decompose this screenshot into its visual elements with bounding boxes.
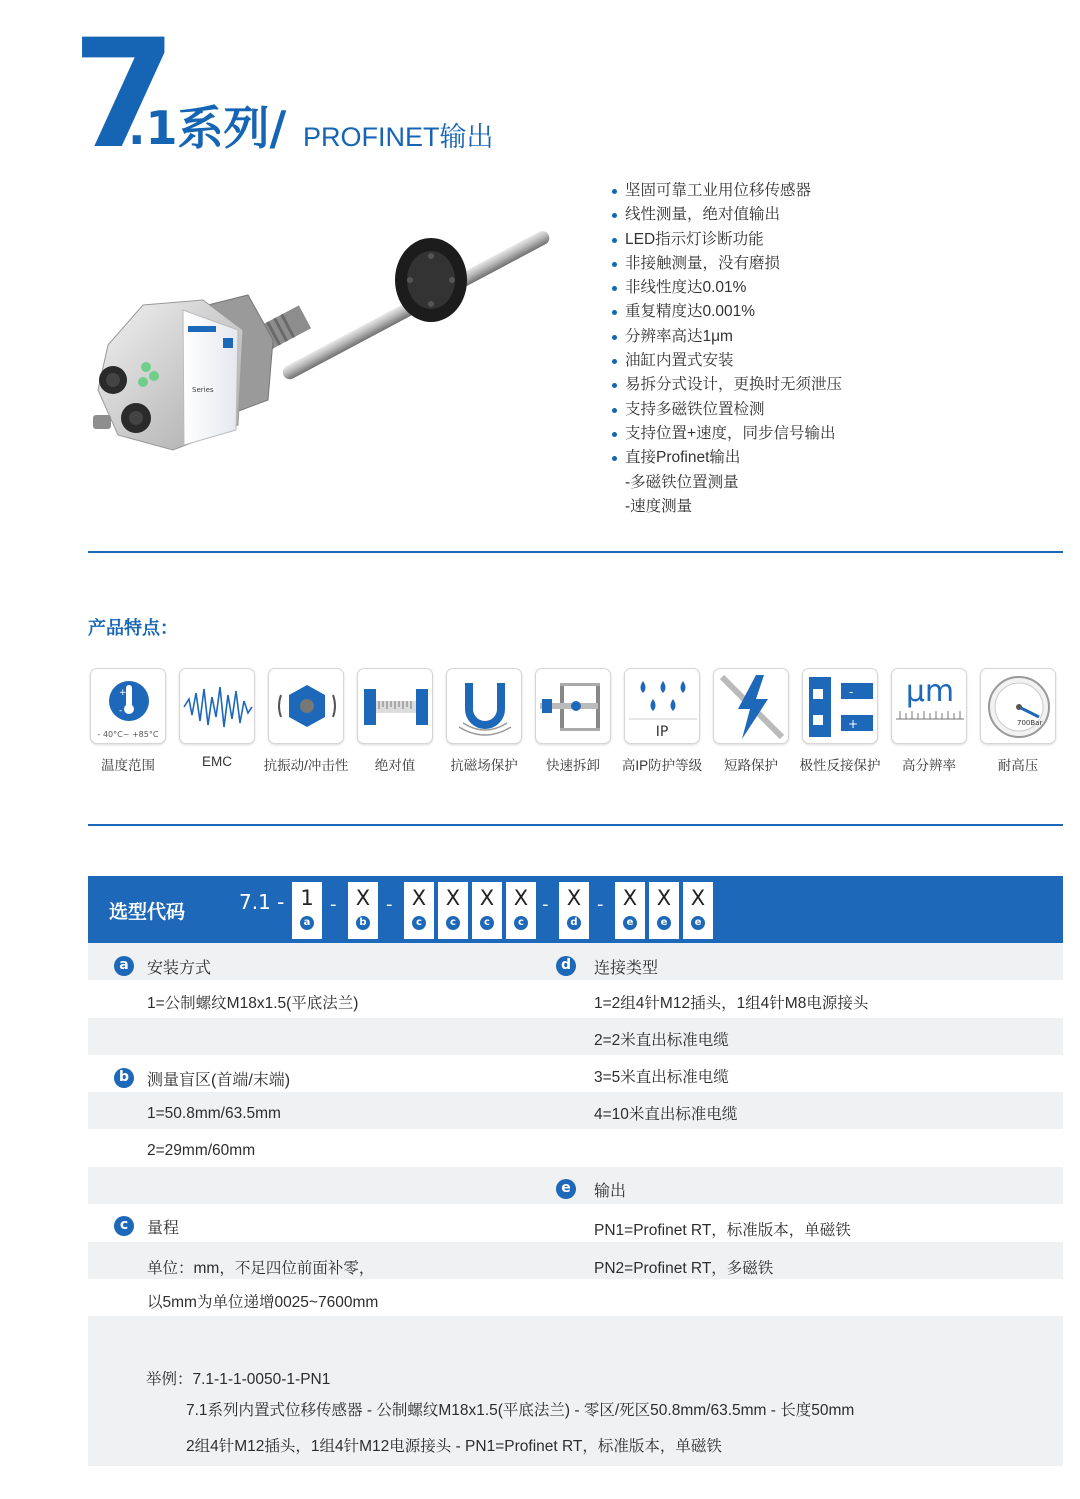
option-row — [88, 1018, 1063, 1055]
absolute-scale-icon — [357, 668, 433, 744]
option-row — [88, 943, 1063, 980]
feature-ip-protection — [622, 668, 702, 774]
characteristics-title: 产品特点： — [88, 618, 178, 639]
feature-label: 抗磁场保护 — [450, 758, 518, 773]
magnet-icon — [446, 668, 522, 744]
feature-list — [610, 179, 842, 519]
svg-text:+: + — [848, 717, 859, 731]
thermometer-icon: + - - 40°C~ +85°C — [90, 668, 166, 744]
option-value: 以5mm为单位递增0025~7600mm — [147, 1294, 379, 1311]
svg-text:+: + — [119, 688, 127, 698]
option-value: 2=2米直出标准电缆 — [594, 1032, 729, 1049]
divider — [88, 551, 1063, 553]
option-tag-d: d — [556, 956, 576, 976]
option-tag-a: a — [114, 956, 134, 976]
option-value: 3=5米直出标准电缆 — [594, 1069, 729, 1086]
polarity-icon — [802, 668, 878, 744]
option-value: 1=2组4针M12插头，1组4针M8电源接头 — [594, 995, 869, 1012]
example-line: 7.1系列内置式位移传感器 - 公制螺纹M18x1.5(平底法兰) - 零区/死区50.8mm/63.5mm - 长度50mm — [186, 1402, 855, 1419]
characteristics-icons — [88, 668, 1063, 778]
code-prefix: 7.1 - — [239, 890, 285, 914]
micrometer-icon — [891, 668, 967, 744]
option-value: PN1=Profinet RT，标准版本，单磁铁 — [594, 1222, 851, 1239]
code-slot: X c — [506, 882, 536, 939]
option-tag-b: b — [114, 1068, 134, 1088]
feature-item: 非接触测量，没有磨损 — [610, 252, 842, 276]
feature-item: LED指示灯诊断功能 — [610, 228, 842, 252]
feature-label: 快速拆卸 — [546, 758, 600, 773]
feature-item: 易拆分式设计，更换时无须泄压 — [610, 373, 842, 397]
option-value: 2=29mm/60mm — [147, 1142, 256, 1159]
example-label: 举例：7.1-1-1-0050-1-PN1 — [146, 1371, 331, 1388]
feature-label: 高分辨率 — [902, 758, 956, 773]
example-line: 2组4针M12插头，1组4针M12电源接头 - PN1=Profinet RT，标准版本，单磁铁 — [186, 1438, 722, 1455]
code-slot: X c — [472, 882, 502, 939]
short-circuit-icon — [713, 668, 789, 744]
option-title-a: 安装方式 — [147, 960, 212, 977]
code-slot: X e — [649, 882, 679, 939]
option-value: 单位：mm，不足四位前面补零， — [147, 1260, 375, 1277]
feature-item: 分辨率高达1μm — [610, 325, 842, 349]
code-slot: X c — [404, 882, 434, 939]
feature-label: 耐高压 — [997, 758, 1039, 773]
code-slot: X d — [559, 882, 589, 939]
option-value: PN2=Profinet RT，多磁铁 — [594, 1260, 774, 1277]
feature-short-circuit — [711, 668, 791, 774]
option-title-b: 测量盲区(首端/末端) — [147, 1072, 291, 1089]
option-tag-c: c — [114, 1216, 134, 1236]
option-value: 1=公制螺纹M18x1.5(平底法兰) — [147, 995, 359, 1012]
vibration-icon — [268, 668, 344, 744]
feature-absolute — [355, 668, 435, 774]
product-image — [88, 200, 588, 500]
option-row — [88, 1316, 1063, 1354]
emc-wave-icon — [179, 668, 255, 744]
feature-item: 支持位置+速度，同步信号输出 — [610, 422, 842, 446]
code-slot: X c — [438, 882, 468, 939]
series-number: 7 — [72, 8, 171, 182]
option-value: 1=50.8mm/63.5mm — [147, 1105, 281, 1122]
divider — [88, 824, 1063, 826]
feature-item: 油缸内置式安装 — [610, 349, 842, 373]
option-value: 4=10米直出标准电缆 — [594, 1106, 738, 1123]
pressure-gauge-icon — [980, 668, 1056, 744]
feature-item: 非线性度达0.01% — [610, 276, 842, 300]
feature-item: 坚固可靠工业用位移传感器 — [610, 179, 842, 203]
feature-resolution — [889, 668, 969, 774]
flange-shape — [395, 238, 467, 322]
svg-text:-: - — [849, 685, 854, 699]
svg-text:μm: μm — [905, 674, 955, 709]
feature-vibration — [263, 668, 349, 774]
feature-label: 绝对值 — [374, 758, 416, 773]
feature-emc — [177, 668, 257, 769]
svg-text:-: - — [119, 706, 123, 716]
selection-code-bar: 选型代码 7.1 - 1 a - X b - X c X c X c X c - X d - X e X e X e — [88, 876, 1063, 943]
feature-label: 极性反接保护 — [799, 758, 881, 773]
quick-disassembly-icon — [535, 668, 611, 744]
feature-item: 重复精度达0.001% — [610, 300, 842, 324]
feature-item: 支持多磁铁位置检测 — [610, 398, 842, 422]
feature-item: 线性测量，绝对值输出 — [610, 203, 842, 227]
selection-code-title: 选型代码 — [109, 901, 186, 923]
feature-polarity — [800, 668, 880, 774]
feature-label: 高IP防护等级 — [621, 758, 703, 773]
feature-label: 温度范围 — [101, 758, 155, 773]
feature-item: 直接Profinet输出 — [610, 446, 842, 470]
feature-magnetic — [444, 668, 524, 774]
feature-label: 短路保护 — [724, 758, 778, 773]
example-box — [88, 1354, 1063, 1466]
code-slot: X e — [683, 882, 713, 939]
option-title-e: 输出 — [594, 1183, 627, 1200]
feature-label: 抗振动/冲击性 — [263, 758, 349, 773]
feature-subitem: -速度测量 — [625, 497, 693, 515]
feature-pressure — [978, 668, 1058, 774]
feature-subitem: -多磁铁位置测量 — [625, 473, 739, 491]
svg-text:700Bar: 700Bar — [1017, 719, 1043, 727]
series-title: .1系列/ — [128, 101, 287, 155]
feature-label: EMC — [202, 754, 232, 769]
code-slot: 1 a — [292, 882, 322, 939]
option-title-c: 量程 — [147, 1220, 180, 1237]
code-slot: X e — [615, 882, 645, 939]
feature-temperature — [88, 668, 168, 774]
feature-quick-disassembly — [533, 668, 613, 774]
option-tag-e: e — [556, 1179, 576, 1199]
code-slot: X b — [348, 882, 378, 939]
svg-text:Series: Series — [192, 386, 214, 394]
option-title-d: 连接类型 — [594, 960, 659, 977]
ip-drops-icon: IP — [624, 668, 700, 744]
protocol-title: PROFINET输出 — [303, 122, 494, 152]
